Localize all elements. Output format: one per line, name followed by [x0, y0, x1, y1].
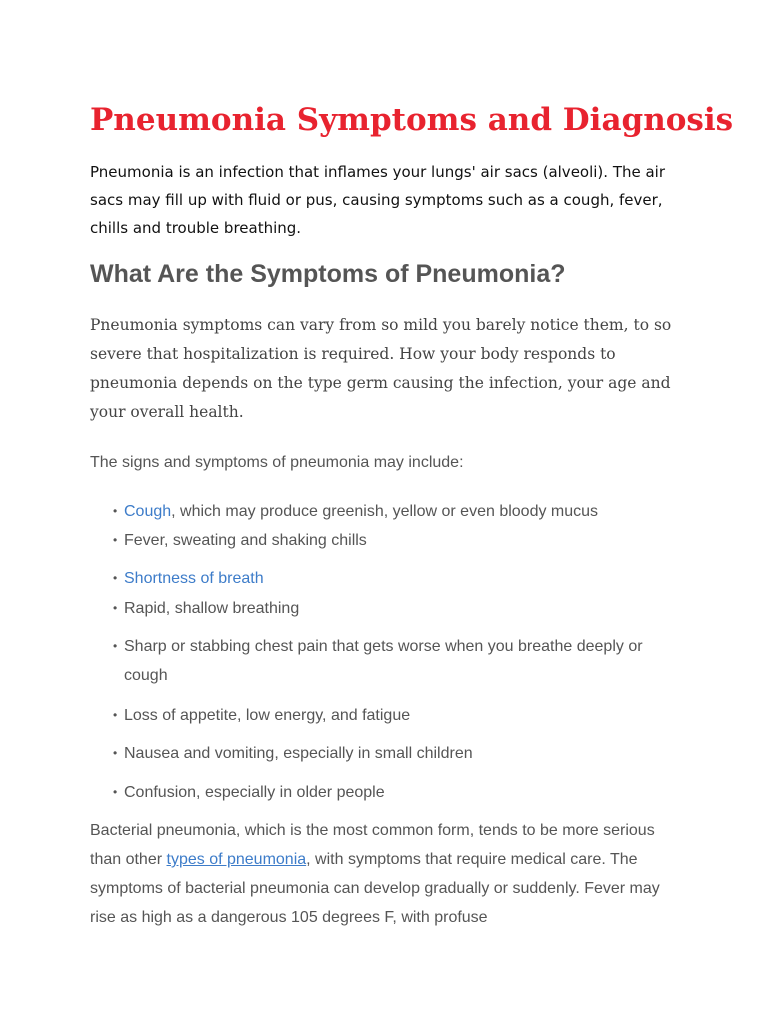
bullet-icon: • [113, 504, 118, 518]
list-item [113, 526, 684, 555]
list-item-text: Nausea and vomiting, especially in small children [124, 745, 473, 762]
list-item-text: Loss of appetite, low energy, and fatigue [124, 707, 411, 724]
shortness-of-breath-link[interactable]: Shortness of breath [124, 570, 264, 587]
list-item-text: , which may produce greenish, yellow or even bloody mucus [171, 503, 599, 520]
bullet-icon: • [113, 785, 118, 799]
list-item [113, 632, 684, 690]
list-item [113, 701, 684, 730]
bullet-icon: • [113, 533, 118, 547]
list-item-text: Confusion, especially in older people [124, 784, 385, 801]
bullet-icon: • [113, 746, 118, 760]
bullet-icon: • [113, 601, 118, 615]
cough-link[interactable]: Cough [124, 503, 172, 520]
section-heading: What Are the Symptoms of Pneumonia? [90, 260, 566, 288]
signs-lead-in: The signs and symptoms of pneumonia may include: [90, 454, 464, 471]
bullet-icon: • [113, 708, 118, 722]
list-item [113, 778, 684, 807]
bacterial-paragraph [90, 816, 685, 932]
list-item [113, 497, 684, 526]
page-title: Pneumonia Symptoms and Diagnosis [90, 102, 734, 138]
bacterial-text-start: Bacterial pneumonia, which is the most common form, tends to be more serious than other [90, 822, 655, 868]
overview-paragraph: Pneumonia symptoms can vary from so mild you barely notice them, to so severe that hospitalization is required. How your body responds to pneumonia depends on the type germ causing the infection, your age and your overall health. [90, 316, 672, 421]
list-item [113, 564, 684, 593]
intro-paragraph: Pneumonia is an infection that inflames your lungs' air sacs (alveoli). The air sacs may fill up with fluid or pus, causing symptoms such as a cough, fever, chills and trouble breathing. [90, 163, 666, 237]
bullet-icon: • [113, 639, 118, 653]
list-item-text: Sharp or stabbing chest pain that gets worse when you breathe deeply or cough [124, 638, 643, 684]
list-item [113, 594, 684, 623]
list-item-text: Rapid, shallow breathing [124, 600, 300, 617]
list-item [113, 739, 684, 768]
types-of-pneumonia-link[interactable]: types of pneumonia [166, 851, 307, 868]
bullet-icon: • [113, 571, 118, 585]
bacterial-text-end: , with symptoms that require medical care. The symptoms of bacterial pneumonia can develop gradually or suddenly. Fever may rise as high as a dangerous 105 degrees F, with profuse [90, 851, 660, 926]
list-item-text: Fever, sweating and shaking chills [124, 532, 367, 549]
